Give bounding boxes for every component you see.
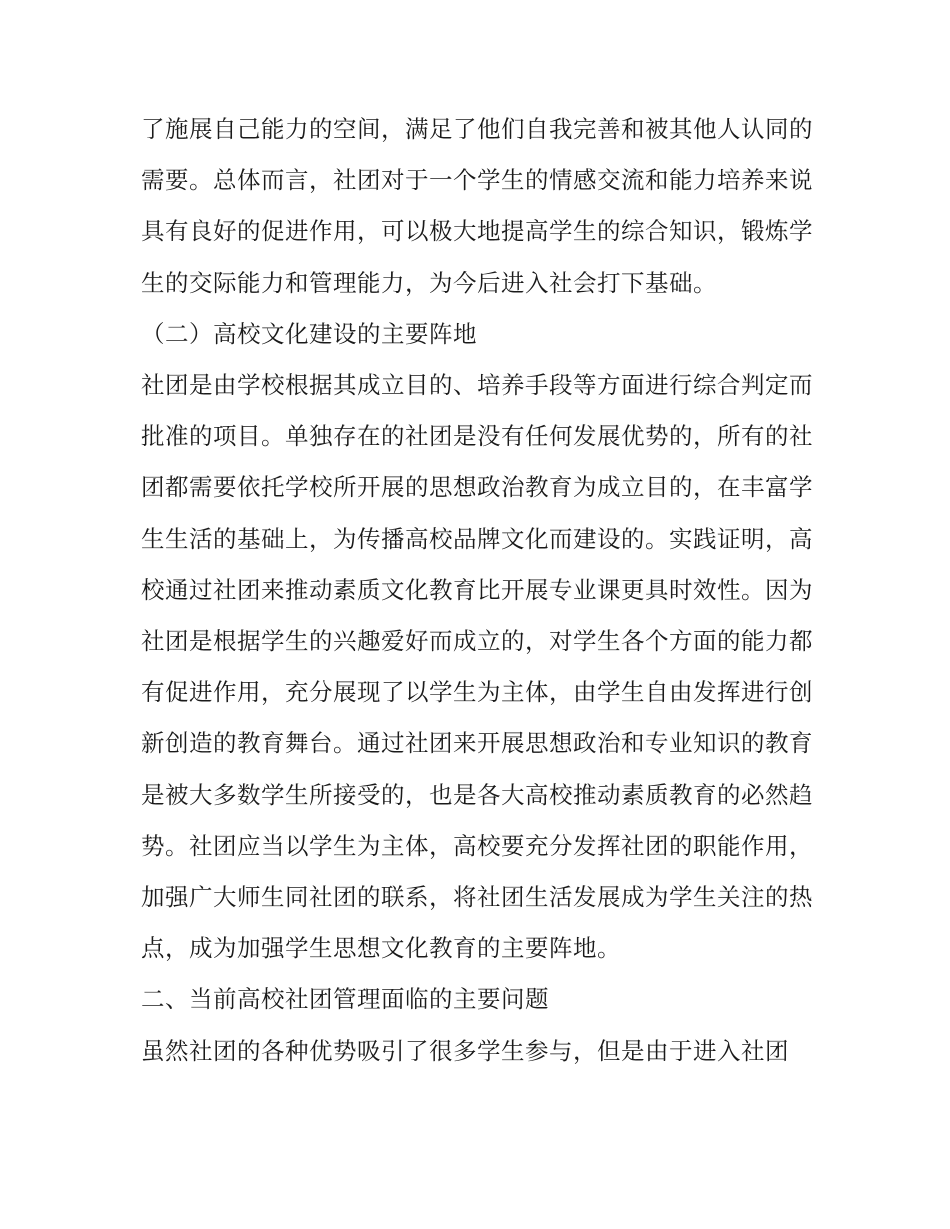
paragraph-club-benefits: 了施展自己能力的空间，满足了他们自我完善和被其他人认同的需要。总体而言，社团对于一个学生的情感交流和能力培养来说具有良好的促进作用，可以极大地提高学生的综合知识，锻炼学生的交际能力和管理能力，为今后进入社会打下基础。 <box>141 115 813 297</box>
section-heading-culture-base: （二）高校文化建设的主要阵地 <box>141 319 477 348</box>
paragraph-culture-base: 社团是由学校根据其成立目的、培养手段等方面进行综合判定而批准的项目。单独存在的社团是没有任何发展优势的，所有的社团都需要依托学校所开展的思想政治教育为成立目的，在丰富学生生活的基础上，为传播高校品牌文化而建设的。实践证明，高校通过社团来推动素质文化教育比开展专业课更具时效性。因为社团是根据学生的兴趣爱好而成立的，对学生各个方面的能力都有促进作用，充分展现了以学生为主体，由学生自由发挥进行创新创造的教育舞台。通过社团来开展思想政治和专业知识的教育是被大多数学生所接受的，也是各大高校推动素质教育的必然趋势。社团应当以学生为主体，高校要充分发挥社团的职能作用，加强广大师生同社团的联系，将社团生活发展成为学生关注的热点，成为加强学生思想文化教育的主要阵地。 <box>141 371 813 963</box>
document-body <box>141 104 813 1077</box>
section-heading-main-problems: 二、当前高校社团管理面临的主要问题 <box>141 985 549 1014</box>
paragraph-main-problems-intro: 虽然社团的各种优势吸引了很多学生参与，但是由于进入社团 <box>141 1036 789 1065</box>
